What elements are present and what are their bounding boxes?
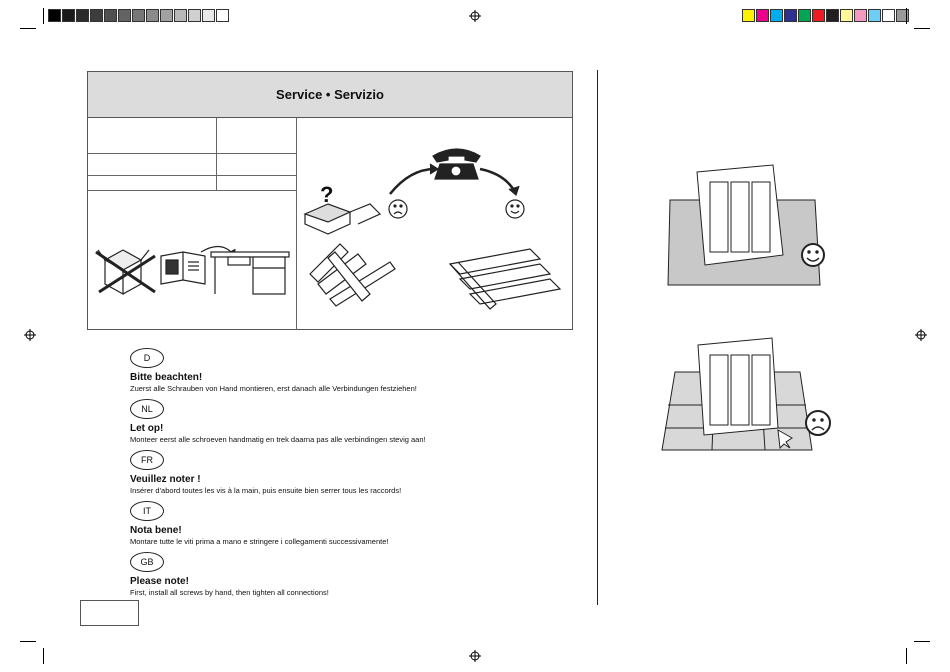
color-swatch [868,9,881,22]
color-swatch [840,9,853,22]
note-text: Zuerst alle Schrauben von Hand montieren, erst danach alle Verbindungen festziehen! [130,384,417,393]
color-swatch [742,9,755,22]
registration-mark-icon [469,650,481,662]
language-badge: IT [130,501,164,521]
color-swatch [770,9,783,22]
language-badge: FR [130,450,164,470]
service-contact-illustration [300,134,570,324]
gray-swatch [62,9,75,22]
color-swatch [798,9,811,22]
registration-mark-icon [915,329,927,341]
note-text: First, install all screws by hand, then tighten all connections! [130,588,329,597]
gray-swatch [216,9,229,22]
gray-swatch [90,9,103,22]
color-swatch [812,9,825,22]
crop-mark [914,641,930,642]
gray-swatch [188,9,201,22]
gray-swatch [48,9,61,22]
color-calibration-bar [742,9,910,22]
color-swatch [784,9,797,22]
gray-swatch [132,9,145,22]
color-swatch [826,9,839,22]
registration-mark-icon [469,10,481,22]
crop-mark [20,641,36,642]
note-text: Insérer d'abord toutes les vis à la main, puis ensuite bien serrer tous les raccords! [130,486,402,495]
wardrobe-on-carpet-illustration [665,160,840,292]
color-swatch [896,9,909,22]
registration-mark-icon [24,329,36,341]
language-badge: D [130,348,164,368]
page-divider [597,70,598,605]
note-title: Let op! [130,423,164,434]
crop-mark [43,648,44,664]
gray-swatch [174,9,187,22]
crop-mark [43,8,44,24]
crop-mark [20,28,36,29]
color-swatch [756,9,769,22]
divider [88,153,296,154]
divider [88,190,296,191]
gray-swatch [146,9,159,22]
note-title: Please note! [130,576,189,587]
color-swatch [882,9,895,22]
divider [216,118,217,190]
note-title: Bitte beachten! [130,372,203,383]
note-text: Montare tutte le viti prima a mano e stringere i collegamenti successivamente! [130,537,389,546]
color-swatch [854,9,867,22]
assembly-prep-illustration [93,222,293,302]
service-box [87,71,573,330]
note-title: Veuillez noter ! [130,474,201,485]
gray-swatch [202,9,215,22]
language-badge: GB [130,552,164,572]
divider [296,118,297,330]
divider [88,175,296,176]
crop-mark [914,28,930,29]
gray-swatch [76,9,89,22]
language-badge: NL [130,399,164,419]
note-title: Nota bene! [130,525,182,536]
service-title: Service • Servizio [88,72,572,118]
crop-mark [906,8,907,24]
gray-swatch [104,9,117,22]
wardrobe-on-tiles-illustration [660,330,840,455]
crop-mark [906,648,907,664]
gray-swatch [160,9,173,22]
note-text: Monteer eerst alle schroeven handmatig en trek daarna pas alle verbindingen stevig aan! [130,435,426,444]
gray-swatch [118,9,131,22]
page-number-box [80,600,139,626]
svg-text:?: ? [320,182,334,207]
gray-calibration-bar [48,9,230,22]
